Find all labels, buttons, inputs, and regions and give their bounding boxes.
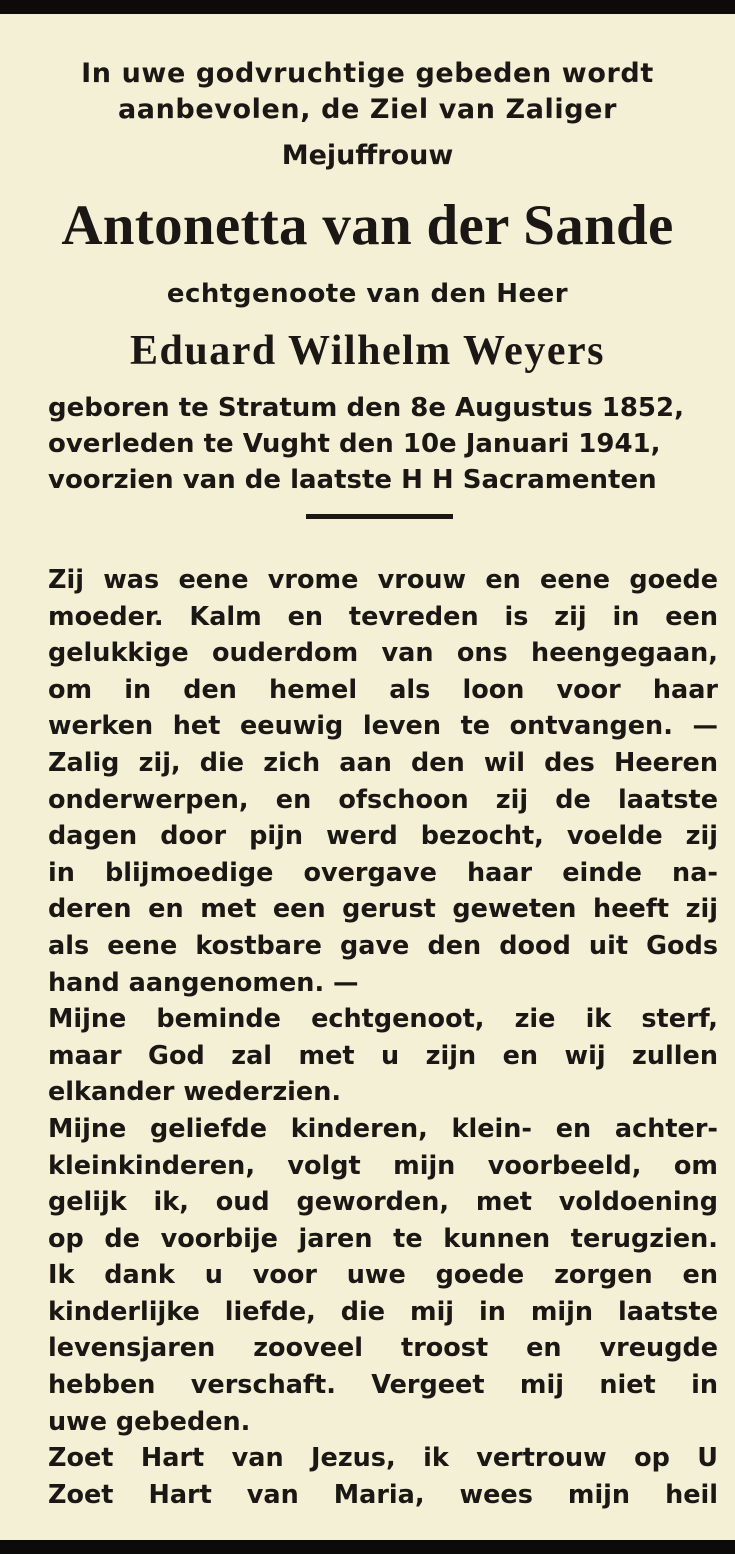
body-line: werken het eeuwig leven te ontvangen. —: [48, 711, 718, 742]
body-line: deren en met een gerust geweten heeft zij: [48, 894, 718, 925]
birth-line: geboren te Stratum den 8e Augustus 1852,: [48, 393, 684, 423]
body-line: gelijk ik, oud geworden, met voldoening: [48, 1187, 718, 1218]
body-line: in blijmoedige overgave haar einde na-: [48, 857, 718, 888]
body-line: uwe gebeden.: [48, 1406, 251, 1437]
body-line: op de voorbije jaren te kunnen terugzien.: [48, 1223, 718, 1254]
body-line: Ik dank u voor uwe goede zorgen en: [48, 1260, 718, 1291]
divider-rule: [306, 514, 453, 519]
body-line: Zoet Hart van Maria, wees mijn heil: [48, 1479, 718, 1510]
title-word: Mejuffrouw: [281, 140, 454, 171]
death-line: overleden te Vught den 10e Januari 1941,: [48, 429, 661, 459]
dates-block: [48, 390, 718, 498]
body-line: hebben verschaft. Vergeet mij niet in: [48, 1370, 718, 1401]
body-line: om in den hemel als loon voor haar: [48, 674, 718, 705]
body-line: maar God zal met u zijn en wij zullen: [48, 1040, 718, 1071]
body-line: Mijne beminde echtgenoot, zie ik sterf,: [48, 1004, 718, 1035]
body-line: kinderlijke liefde, die mij in mijn laatste: [48, 1296, 718, 1327]
intro-text: [0, 56, 735, 128]
spouse-name: Eduard Wilhelm Weyers: [130, 328, 605, 374]
body-line: Mijne geliefde kinderen, klein- en achter-: [48, 1113, 718, 1144]
sacraments-line: voorzien van de laatste H H Sacramenten: [48, 465, 657, 495]
body-line: als eene kostbare gave den dood uit Gods: [48, 930, 718, 961]
body-line: onderwerpen, en ofschoon zij de laatste: [48, 784, 718, 815]
body-line: levensjaren zooveel troost en vreugde: [48, 1333, 718, 1364]
memorial-card: [0, 14, 735, 1540]
body-line: moeder. Kalm en tevreden is zij in een: [48, 601, 718, 632]
body-line: Zalig zij, die zich aan den wil des Heeren: [48, 747, 718, 778]
body-line: gelukkige ouderdom van ons heengegaan,: [48, 638, 718, 669]
body-text: [48, 562, 718, 1513]
body-line: elkander wederzien.: [48, 1077, 342, 1108]
spouse-prefix: echtgenoote van den Heer: [166, 279, 569, 309]
intro-line-1: In uwe godvruchtige gebeden wordt: [81, 58, 654, 89]
body-line: Zoet Hart van Jezus, ik vertrouw op U: [48, 1443, 718, 1474]
body-line: kleinkinderen, volgt mijn voorbeeld, om: [48, 1150, 718, 1181]
body-line: Zij was eene vrome vrouw en eene goede: [48, 565, 718, 595]
body-line: hand aangenomen. —: [48, 967, 359, 998]
deceased-name: Antonetta van der Sande: [61, 194, 674, 257]
intro-line-2: aanbevolen, de Ziel van Zaliger: [117, 94, 618, 125]
body-line: dagen door pijn werd bezocht, voelde zij: [48, 821, 718, 852]
